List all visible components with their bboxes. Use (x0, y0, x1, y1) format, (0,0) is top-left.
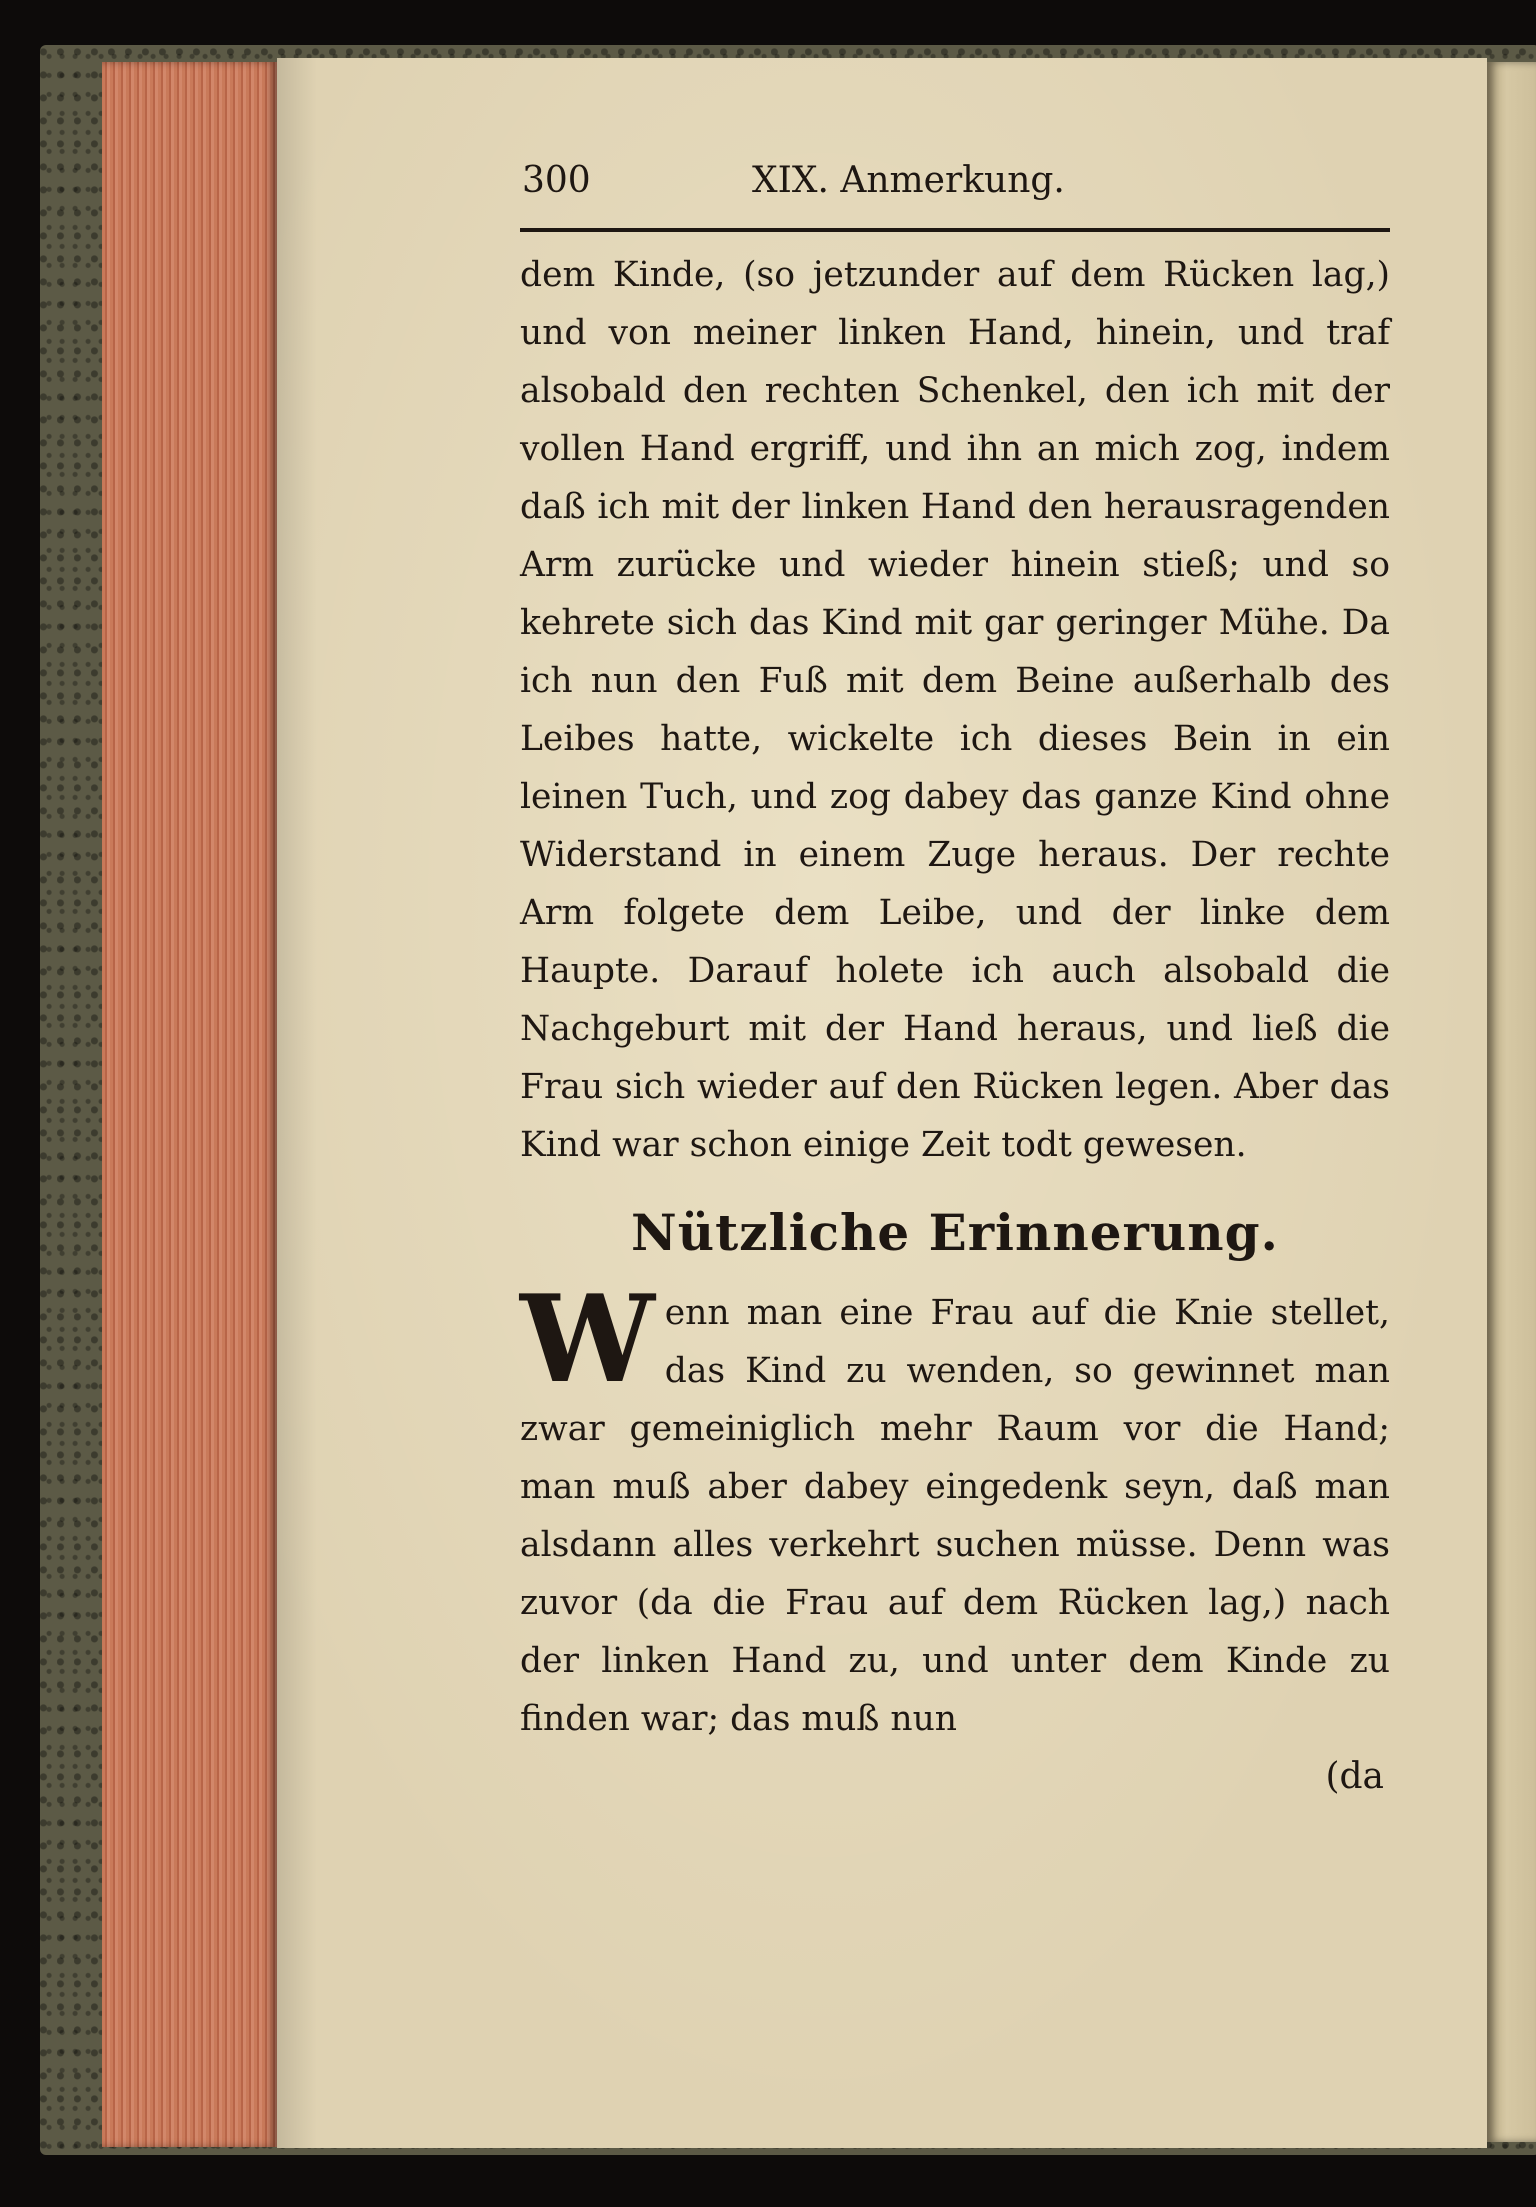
drop-cap-initial: W (520, 1269, 655, 1410)
section-heading: Nützliche Erinnerung. (631, 1203, 1279, 1262)
page-content (520, 160, 1390, 1806)
paragraph-2-text: enn man eine Frau auf die Knie stellet, das Kind zu wenden, so gewinnet man zwar gemeiniglich mehr Raum vor die Hand; man muß aber dabey eingedenk seyn, daß man alsdann alles verkehrt suchen müsse. Denn was zuvor (da die Frau auf dem Rücken lag,) nach der linken Hand zu, und unter dem Kinde zu finden war; das muß nun (520, 1293, 1390, 1739)
running-head: XIX. Anmerkung. (752, 160, 1065, 201)
page-number: 300 (522, 160, 591, 201)
body-paragraph-2 (520, 1269, 1390, 1748)
header-rule (520, 228, 1390, 232)
body-paragraph-1: dem Kinde, (so jetzunder auf dem Rücken lag,) und von meiner linken Hand, hinein, und traf alsobald den rechten Schenkel, den ich mit der vollen Hand ergriff, und ihn an mich zog, indem daß ich mit der linken Hand den herausragenden Arm zurücke und wieder hinein stieß; und so kehrete sich das Kind mit gar geringer Mühe. Da ich nun den Fuß mit dem Beine außerhalb des Leibes hatte, wickelte ich dieses Bein in ein leinen Tuch, und zog dabey das ganze Kind ohne Widerstand in einem Zuge heraus. Der rechte Arm folgete dem Leibe, und der linke dem Haupte. Darauf holete ich auch alsobald die Nachgeburt mit der Hand heraus, und ließ die Frau sich wieder auf den Rücken legen. Aber das Kind war schon einige Zeit todt gewesen. (520, 255, 1390, 1165)
page-header (520, 160, 1390, 220)
page-edges (102, 62, 277, 2147)
facing-page-edge (1487, 62, 1536, 2142)
catchword: (da (1325, 1756, 1384, 1797)
